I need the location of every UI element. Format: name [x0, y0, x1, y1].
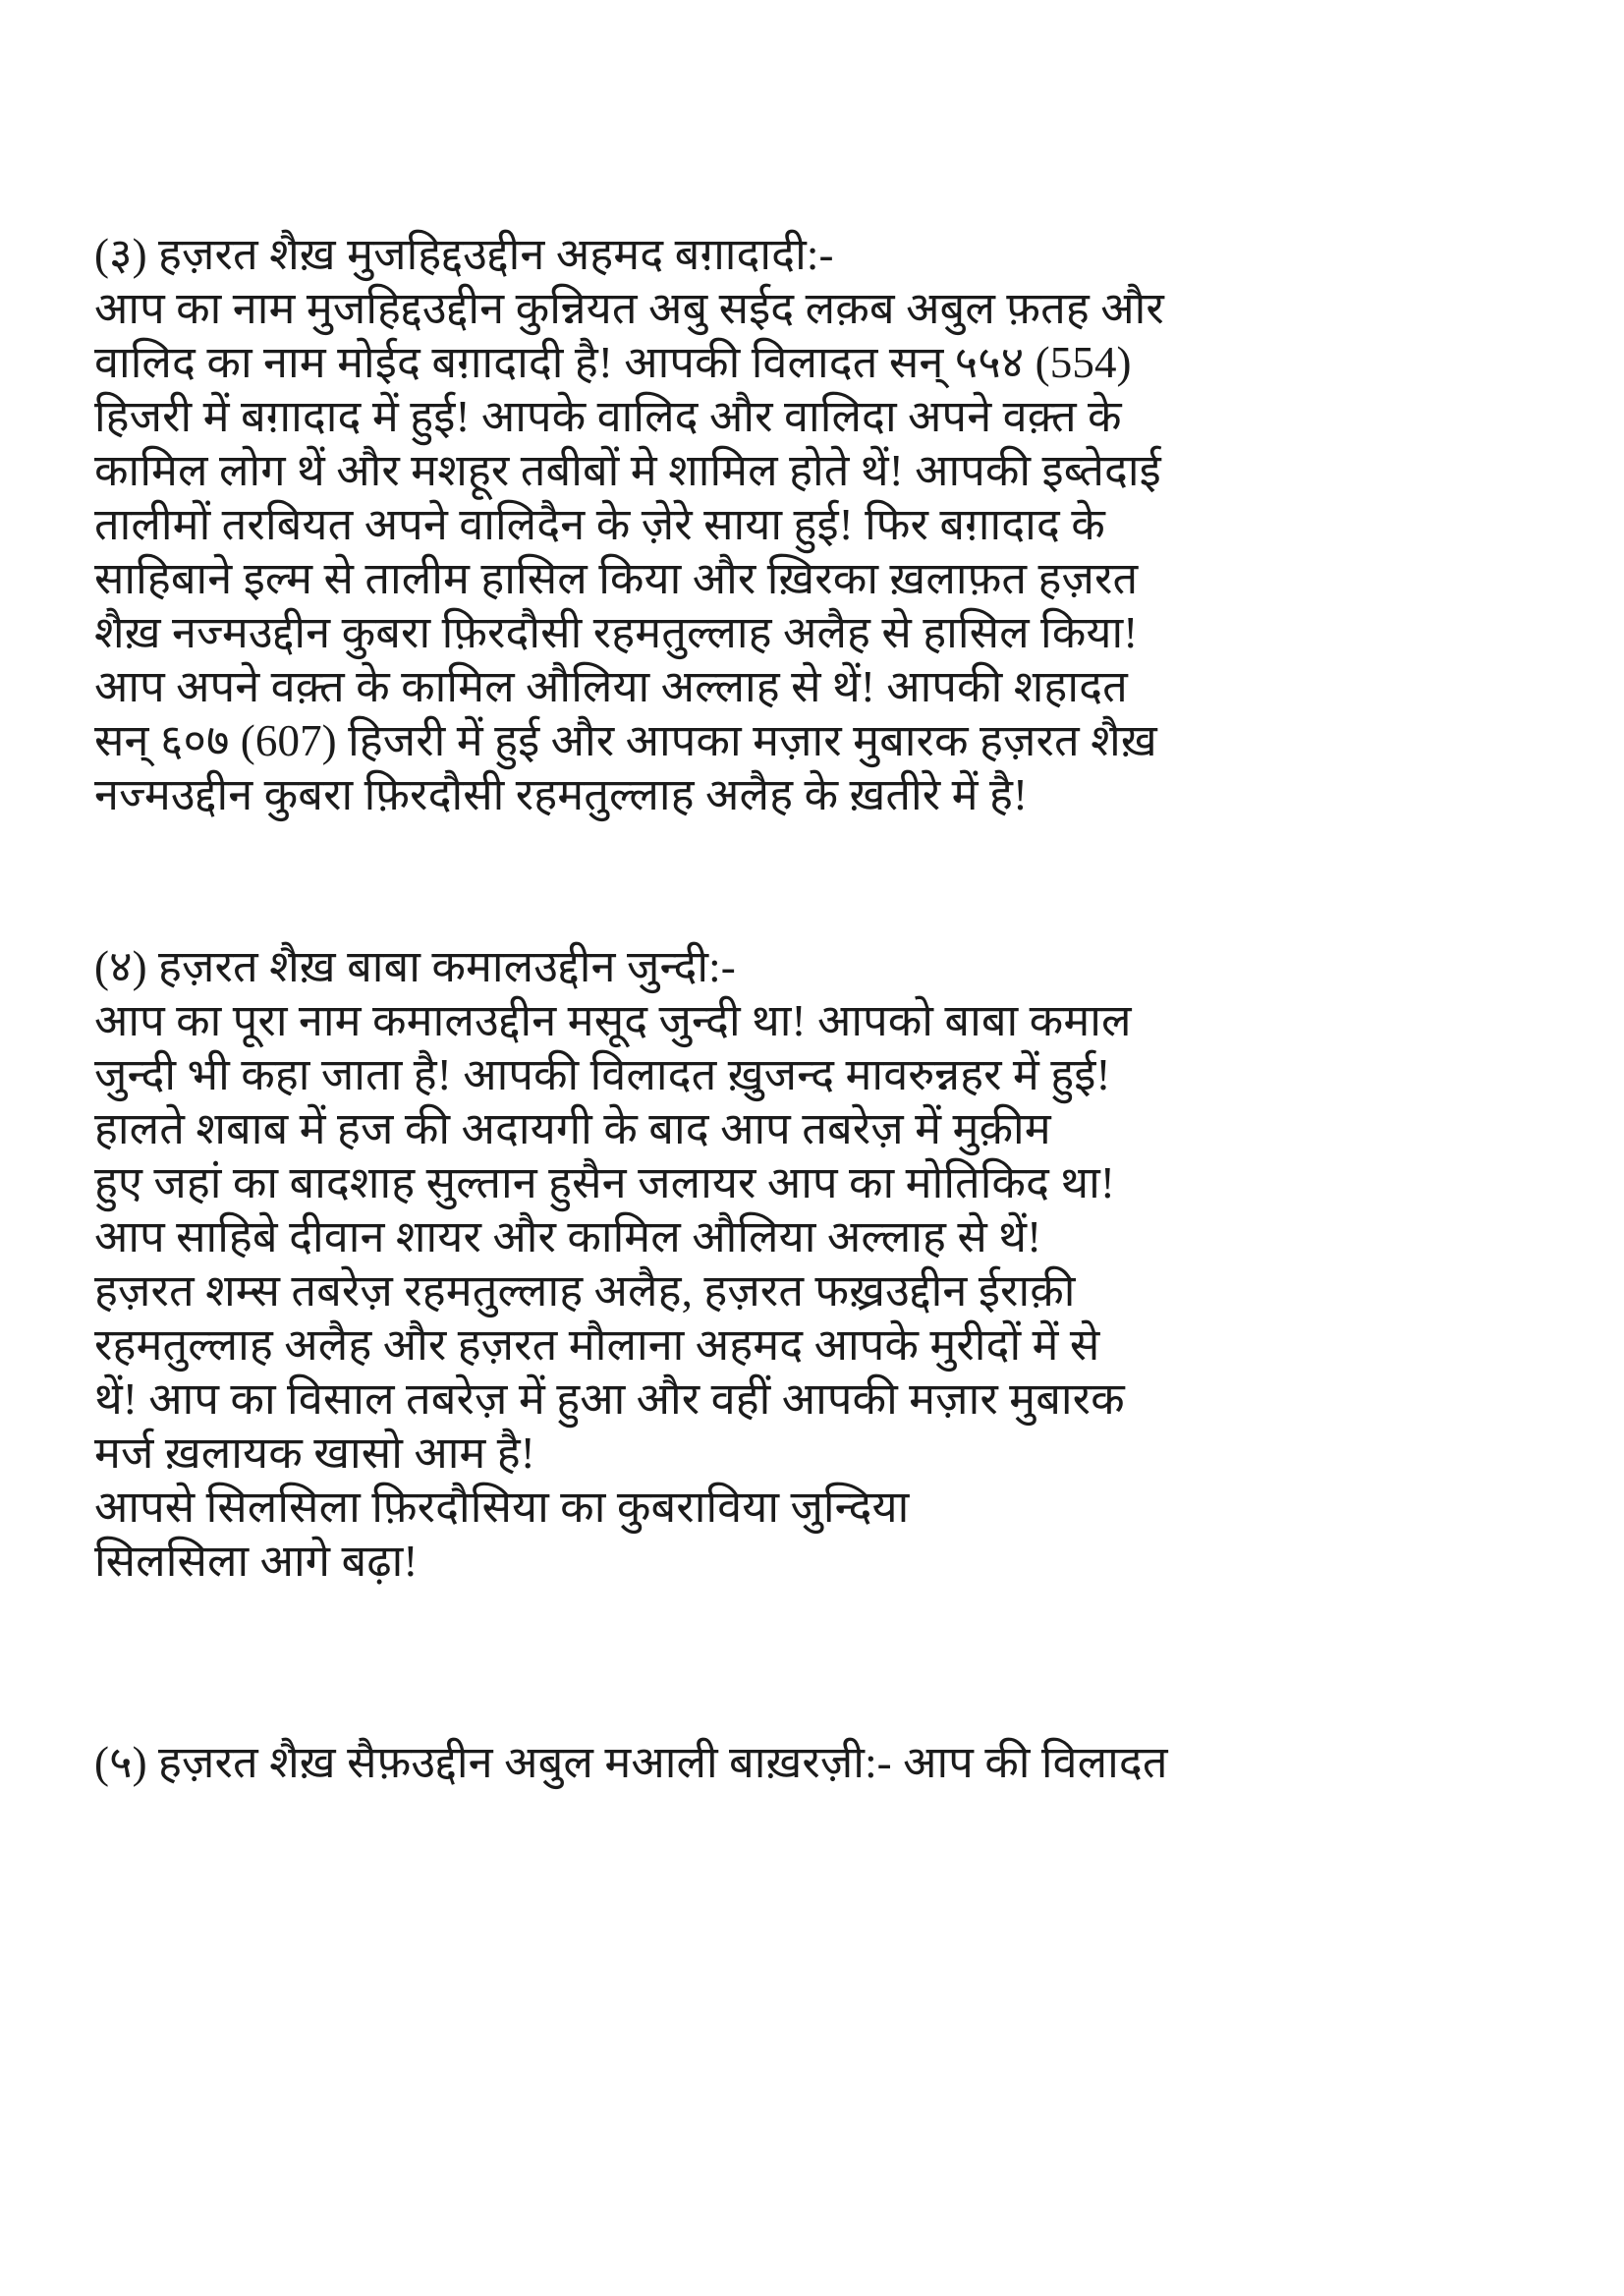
text-line: आप अपने वक़्त के कामिल औलिया अल्लाह से थें! आपकी शहादत [94, 662, 1128, 711]
section-3-paragraph [94, 282, 1548, 822]
text-line: आप का पूरा नाम कमालउद्दीन मसूद जुन्दी था! आपको बाबा कमाल [94, 996, 1132, 1045]
section-4-heading: (४) हज़रत शैख़ बाबा कमालउद्दीन जुन्दी:- [94, 942, 736, 991]
text-line: आप साहिबे दीवान शायर और कामिल औलिया अल्लाह से थें! [94, 1212, 1042, 1261]
document-body [94, 228, 1548, 1790]
text-line: थें! आप का विसाल तबरेज़ में हुआ और वहीं आपकी मज़ार मुबारक [94, 1374, 1125, 1424]
text-line: जुन्दी भी कहा जाता है! आपकी विलादत ख़ुजन्द मावरुन्नहर में हुई! [94, 1050, 1111, 1099]
text-line: नज्मउद्दीन कुबरा फ़िरदौसी रहमतुल्लाह अलैह के ख़तीरे में है! [94, 770, 1029, 819]
text-line: हालते शबाब में हज की अदायगी के बाद आप तबरेज़ में मुक़ीम [94, 1104, 1051, 1153]
text-line: हज़रत शम्स तबरेज़ रहमतुल्लाह अलैह, हज़रत फख़्रउद्दीन ईराक़ी [94, 1266, 1076, 1316]
text-line: सन् ६०७ (607) हिजरी में हुई और आपका मज़ार मुबारक हज़रत शैख़ [94, 716, 1157, 765]
section-4-paragraph [94, 994, 1548, 1589]
section-spacer [94, 1589, 1548, 1736]
text-line: आपसे सिलसिला फ़िरदौसिया का कुबराविया जुन्दिया [94, 1483, 910, 1532]
text-line: शैख़ नज्मउद्दीन कुबरा फ़िरदौसी रहमतुल्लाह अलैह से हासिल किया! [94, 608, 1139, 657]
section-3 [94, 228, 1548, 822]
text-line: हिजरी में बग़ादाद में हुई! आपके वालिद और वालिदा अपने वक़्त के [94, 392, 1122, 441]
text-line: आप का नाम मुजहिद्दउद्दीन कुन्नियत अबु सईद लक़ब अबुल फ़तह और [94, 284, 1164, 333]
section-3-heading: (३) हज़रत शैख़ मुजहिद्दउद्दीन अहमद बग़ादादी:- [94, 230, 834, 279]
section-4 [94, 940, 1548, 1589]
text-line: तालीमों तरबियत अपने वालिदैन के ज़ेरे साया हुई! फिर बग़ादाद के [94, 500, 1105, 549]
section-5-heading: (५) हज़रत शैख़ सैफ़उद्दीन अबुल मआली बाख़रज़ी:- आप की विलादत [94, 1738, 1168, 1787]
text-line: रहमतुल्लाह अलैह और हज़रत मौलाना अहमद आपके मुरीदों में से [94, 1320, 1100, 1370]
section-5 [94, 1736, 1548, 1790]
text-line: साहिबाने इल्म से तालीम हासिल किया और ख़िरका ख़लाफ़त हज़रत [94, 554, 1139, 603]
text-line: कामिल लोग थें और मशहूर तबीबों मे शामिल होते थें! आपकी इब्तेदाई [94, 446, 1161, 495]
text-line: सिलसिला आगे बढ़ा! [94, 1537, 419, 1586]
text-line: मर्ज ख़लायक खासो आम है! [94, 1428, 535, 1478]
text-line: हुए जहां का बादशाह सुल्तान हुसैन जलायर आप का मोतिकिद था! [94, 1158, 1115, 1207]
section-spacer [94, 822, 1548, 940]
text-line: वालिद का नाम मोईद बग़ादादी है! आपकी विलादत सन् ५५४ (554) [94, 338, 1132, 387]
